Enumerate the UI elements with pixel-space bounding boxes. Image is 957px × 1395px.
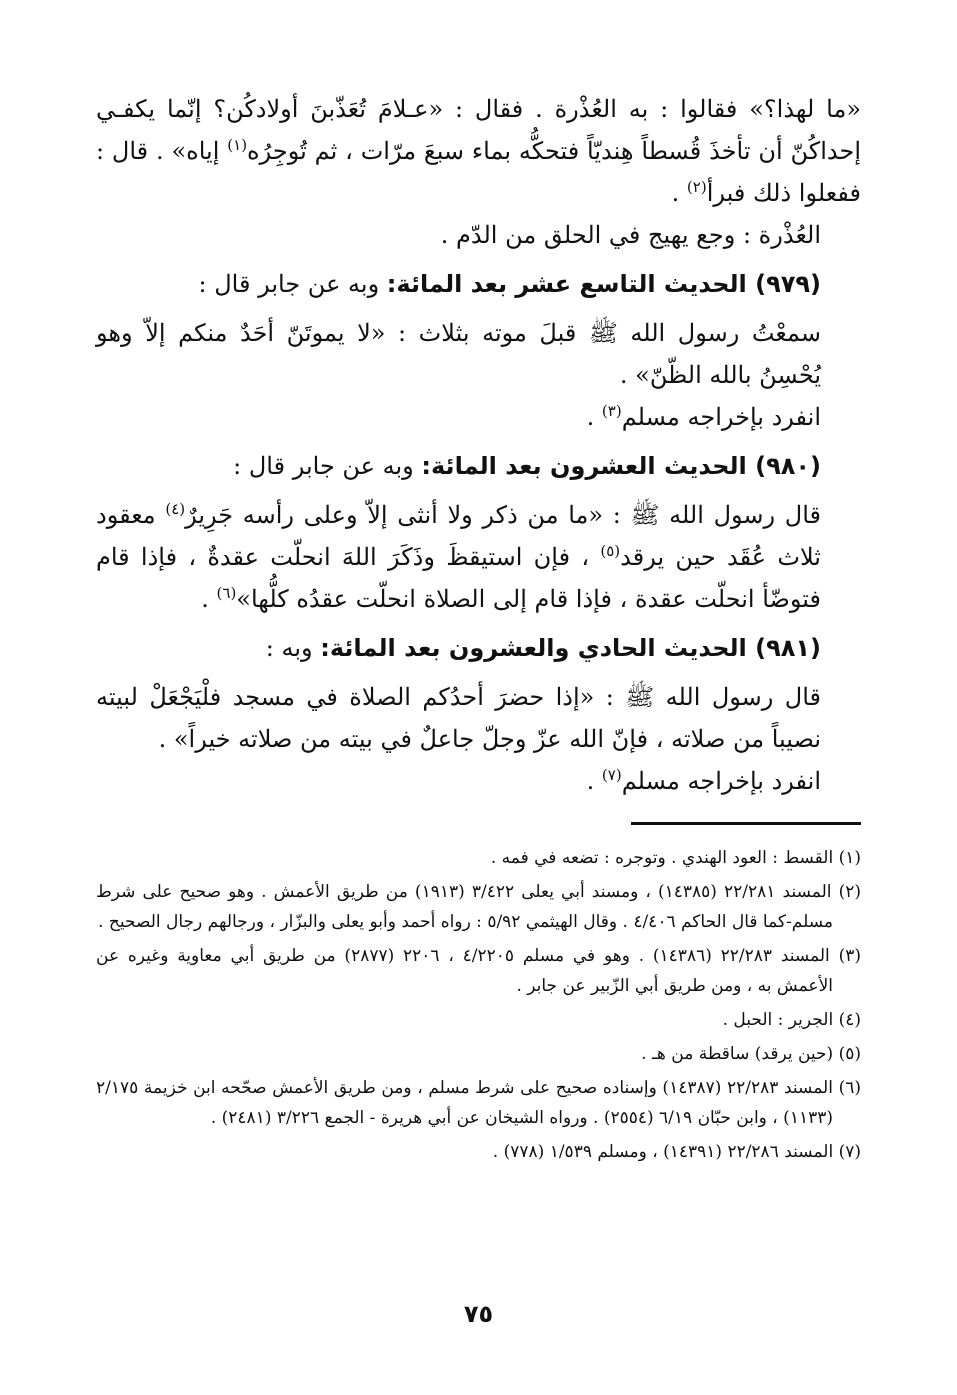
footnote-ref-4[interactable]: (٤) <box>165 500 186 518</box>
paragraph-2: العُذْرة : وجع يهيج في الحلق من الدّم . <box>440 221 821 249</box>
paragraph-1-end: . <box>671 179 680 207</box>
footnote-ref-6[interactable]: (٦) <box>216 584 237 602</box>
footnote-ref-2[interactable]: (٢) <box>686 178 707 196</box>
footnote-ref-3[interactable]: (٣) <box>601 402 622 420</box>
paragraph-5-text-a: قال رسول الله ﷺ : «ما من ذكر ولا أنثى إلاّ وعلى رأسه جَرِيرٌ <box>185 501 821 529</box>
paragraph-4-end: . <box>586 403 595 431</box>
hadith-heading-980-chain: وبه عن جابر قال : <box>233 452 414 480</box>
footnote-ref-7[interactable]: (٧) <box>601 766 622 784</box>
paragraph-1-tail: إياه» . قال : ففعلوا ذلك فبرأ <box>96 137 861 207</box>
hadith-heading-981-chain: وبه : <box>265 634 313 662</box>
hadith-heading-979 <box>96 264 861 304</box>
footnote-separator <box>631 822 861 825</box>
footnote-ref-5[interactable]: (٥) <box>600 542 621 560</box>
hadith-heading-979-chain: وبه عن جابر قال : <box>198 270 380 298</box>
footnote-ref-1[interactable]: (١) <box>227 136 248 154</box>
footnote-2: (٢) المسند ٢٢/٢٨١ (١٤٣٨٥) ، ومسند أبي يعلى ٣/٤٢٢ (١٩١٣) من طريق الأعمش . وهو صحيح على شرط مسلم-كما قال الحاكم ٤/٤٠٦ . وقال الهيثمي ٥/٩٢ : رواه أحمد وأبو يعلى والبزّار ، ورجالهم رجال الصحيح . <box>96 882 862 932</box>
footnote-5: (٥) (حين يرقد) ساقطة من هـ . <box>641 1044 861 1064</box>
footnote-7: (٧) المسند ٢٢/٢٨٦ (١٤٣٩١) ، ومسلم ١/٥٣٩ (٧٧٨) . <box>492 1142 861 1162</box>
paragraph-3: سمعْتُ رسول الله ﷺ قبلَ موته بثلاث : «لا يموتَنّ أحَدٌ منكم إلاّ وهو يُحْسِنُ بالله الظّنّ» . <box>96 319 821 389</box>
page-number: ٧٥ <box>463 1300 494 1328</box>
paragraph-6: قال رسول الله ﷺ : «إذا حضرَ أحدُكم الصلاة في مسجد فلْيَجْعَلْ لبيته نصيباً من صلاته ، فإنّ الله عزّ وجلّ جاعلٌ في بيته من صلاته خيراً» . <box>96 683 821 753</box>
paragraph-7-text: انفرد بإخراجه مسلم <box>621 767 821 795</box>
paragraph-5 <box>96 494 861 620</box>
hadith-heading-979-title: (٩٧٩) الحديث التاسع عشر بعد المائة: <box>386 270 821 298</box>
hadith-heading-980-title: (٩٨٠) الحديث العشرون بعد المائة: <box>421 452 821 480</box>
footnote-3: (٣) المسند ٢٢/٢٨٣ (١٤٣٨٦) . وهو في مسلم ٤/٢٢٠٥ ، ٢٢٠٦ (٢٨٧٧) من طريق أبي معاوية وغيره عن الأعمش به ، ومن طريق أبي الزّبير عن جابر . <box>96 946 861 996</box>
paragraph-4-text: انفرد بإخراجه مسلم <box>621 403 821 431</box>
paragraph-7 <box>96 760 861 802</box>
paragraph-5-text-c: ، فإن استيقظَ وذَكَرَ اللهَ انحلّت عقدةٌ ، فإذا قام فتوضّأ انحلّت عقدة ، فإذا قام إلى الصلاة انحلّت عقدُه كلُّها» <box>96 543 821 613</box>
paragraph-7-end: . <box>586 767 595 795</box>
footnote-separator-wrap <box>96 822 861 825</box>
footnotes <box>96 843 861 1167</box>
hadith-heading-980 <box>96 446 861 486</box>
hadith-heading-981 <box>96 628 861 668</box>
paragraph-5-text-b: معقود ثلاث عُقَد حين يرقد <box>96 501 821 571</box>
footnote-1: (١) القسط : العود الهندي . وتوجره : تضعه في فمه . <box>490 848 861 868</box>
main-text <box>96 88 861 802</box>
paragraph-4 <box>96 396 861 438</box>
paragraph-1 <box>96 88 861 214</box>
paragraph-5-end: . <box>201 585 209 613</box>
footnote-6: (٦) المسند ٢٢/٢٨٣ (١٤٣٨٧) وإسناده صحيح على شرط مسلم ، ومن طريق الأعمش صحّحه ابن خزيمة ٢/١٧٥ (١١٣٣) ، وابن حبّان ٦/١٩ (٢٥٥٤) . ورواه الشيخان عن أبي هريرة - الجمع ٣/٢٢٦ (٢٤٨١) . <box>96 1078 861 1128</box>
hadith-heading-981-title: (٩٨١) الحديث الحادي والعشرون بعد المائة: <box>320 634 821 662</box>
paragraph-1-text: «ما لهذا؟» فقالوا : به العُذْرة . فقال : «عـلامَ تُعَذّبنَ أولادكُن؟ إنّما يكفـي إحداكُنّ أن تأخذَ قُسطاً هِنديّاً فتحكُّه بماء سبعَ مرّات ، ثم تُوجِرُه <box>96 95 861 165</box>
footnote-4: (٤) الجرير : الحبل . <box>722 1010 861 1030</box>
